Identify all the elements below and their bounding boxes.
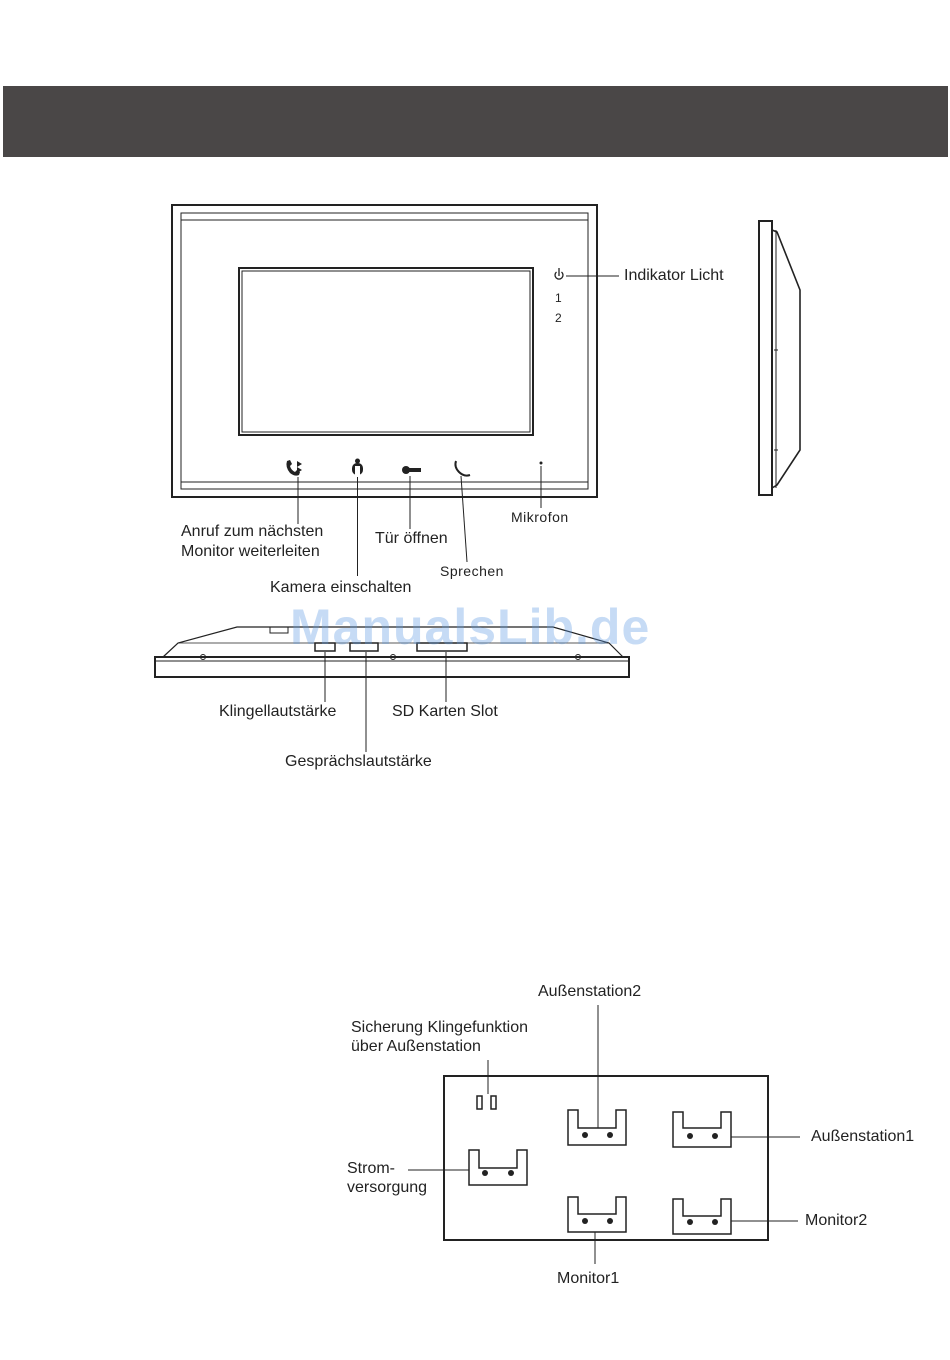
label-indicator-light: Indikator Licht (624, 267, 724, 284)
label-microphone: Mikrofon (511, 509, 569, 525)
label-monitor-2: Monitor2 (805, 1212, 868, 1229)
label-forward-call-2: Monitor weiterleiten (181, 543, 320, 560)
connector-monitor-2 (673, 1199, 731, 1234)
label-monitor-1: Monitor1 (557, 1270, 620, 1287)
camera-icon (352, 459, 363, 476)
indicator-number-2: 2 (555, 311, 563, 325)
indicator-number-1: 1 (555, 291, 563, 305)
monitor-side-view (759, 221, 800, 495)
key-icon (402, 466, 421, 474)
label-talk-volume: Gesprächslautstärke (285, 753, 432, 770)
watermark: ManualsLib.de (290, 599, 651, 655)
connector-outdoor-station-1 (673, 1112, 731, 1147)
monitor-front-view (172, 205, 597, 497)
fuse-jumper (477, 1096, 496, 1109)
label-power-2: versorgung (347, 1179, 428, 1196)
screen (239, 268, 533, 435)
power-icon (555, 268, 563, 279)
label-talk: Sprechen (440, 563, 504, 579)
connector-outdoor-station-2 (568, 1110, 626, 1145)
label-outdoor-station-1: Außenstation1 (811, 1128, 915, 1145)
microphone-hole (540, 462, 543, 465)
label-fuse-1: Sicherung Klingefunktion (351, 1019, 529, 1036)
label-power-1: Strom- (347, 1160, 395, 1177)
phone-icon (455, 461, 470, 476)
connector-power (469, 1150, 527, 1185)
label-forward-call-1: Anruf zum nächsten (181, 523, 324, 540)
label-fuse-2: über Außenstation (351, 1038, 481, 1055)
label-door-open: Tür öffnen (375, 530, 448, 547)
call-forward-icon (286, 460, 302, 476)
label-camera-on: Kamera einschalten (270, 579, 412, 596)
label-ring-volume: Klingellautstärke (219, 703, 337, 720)
label-sd-card-slot: SD Karten Slot (392, 703, 498, 720)
connector-monitor-1 (568, 1197, 626, 1232)
label-outdoor-station-2: Außenstation2 (538, 983, 642, 1000)
